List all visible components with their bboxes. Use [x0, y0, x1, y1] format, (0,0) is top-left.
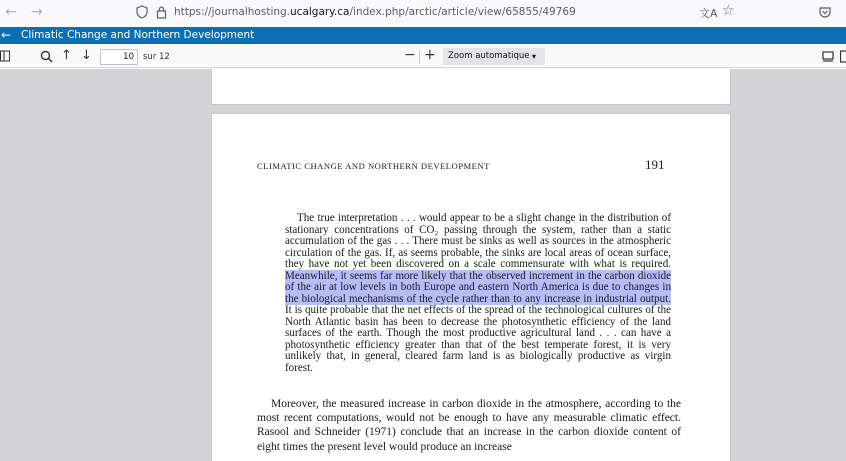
sidebar-toggle-icon[interactable] — [0, 50, 10, 62]
quote-text-before: The true interpretation . . . would appear to be a slight change in the distribution of stationary concentrations of CO₂ passing through the system, rather than a static accumulation of the gas . . . There must be sinks as well as sources in the atmospheric circulation of the gas. If, as seems probable, the sinks are local areas of ocean surface, they have not yet been discovered on a scale commensurate with what is required. — [285, 212, 671, 270]
next-page-icon[interactable]: ↓ — [81, 48, 92, 63]
app-titlebar — [0, 27, 846, 44]
zoom-separator — [419, 50, 420, 64]
browser-toolbar — [0, 0, 846, 27]
quote-text-after: It is quite probable that the net effects of the spread of the technological cultures of the North Atlantic basin has been to decrease the photosynthetic efficiency of the land surfaces of the earth. Though the most productive agricultural land . . . can have a photosynthetic efficiency greater than that of the best temperate forest, it is very unlikely that, in general, cleared farm land is as biologically productive as virgin forest. — [285, 304, 671, 374]
pocket-icon[interactable] — [819, 6, 831, 18]
translate-icon[interactable]: 文A — [699, 7, 718, 20]
lock-icon[interactable] — [156, 5, 167, 19]
zoom-in-button[interactable]: + — [424, 47, 436, 63]
open-file-icon[interactable] — [840, 50, 846, 63]
page-number-input[interactable]: 10 — [100, 49, 138, 65]
back-arrow-icon[interactable]: ← — [5, 4, 17, 20]
url-domain: ucalgary.ca — [290, 6, 350, 18]
page-number: 191 — [645, 157, 665, 172]
page-count: sur 12 — [143, 52, 170, 62]
search-icon[interactable] — [40, 50, 53, 63]
previous-page-icon[interactable]: ↑ — [61, 48, 72, 63]
bookmark-star-icon[interactable]: ☆ — [722, 3, 735, 19]
document-page — [211, 113, 731, 461]
forward-arrow-icon[interactable]: → — [31, 4, 43, 20]
running-head: CLIMATIC CHANGE AND NORTHERN DEVELOPMENT — [257, 161, 490, 171]
url-prefix: https://journalhosting. — [174, 6, 291, 18]
back-arrow-icon[interactable]: ← — [1, 28, 12, 42]
block-quote — [285, 213, 671, 374]
zoom-select[interactable] — [443, 48, 545, 65]
highlighted-text[interactable]: Meanwhile, it seems far more likely that the observed increment in the carbon dioxide of the air at low levels in both Europe and eastern North America is due to changes in the biological mechanisms of the cycle rather than to any increase in industrial output. — [285, 269, 671, 305]
shield-icon[interactable] — [136, 5, 148, 19]
zoom-out-button[interactable]: − — [404, 47, 416, 63]
pdf-viewer[interactable] — [0, 69, 846, 461]
body-paragraph — [257, 397, 681, 454]
zoom-select-label: Zoom automatique — [448, 51, 530, 61]
paragraph-text: Moreover, the measured increase in carbon dioxide in the atmosphere, according to the most recent computations, would not be enough to have any measurable climatic effect. Rasool and Schneider (1971) conclude that an increase in the carbon dioxide content of eight times the present level would produce an increase — [257, 398, 681, 453]
chevron-down-icon: ▾ — [531, 52, 536, 61]
url-path: /index.php/arctic/article/view/65855/49769 — [349, 6, 576, 18]
presentation-mode-icon[interactable] — [822, 51, 834, 62]
document-title: Climatic Change and Northern Development — [21, 29, 255, 41]
url-field[interactable] — [174, 6, 576, 18]
previous-page-sheet — [211, 69, 731, 105]
